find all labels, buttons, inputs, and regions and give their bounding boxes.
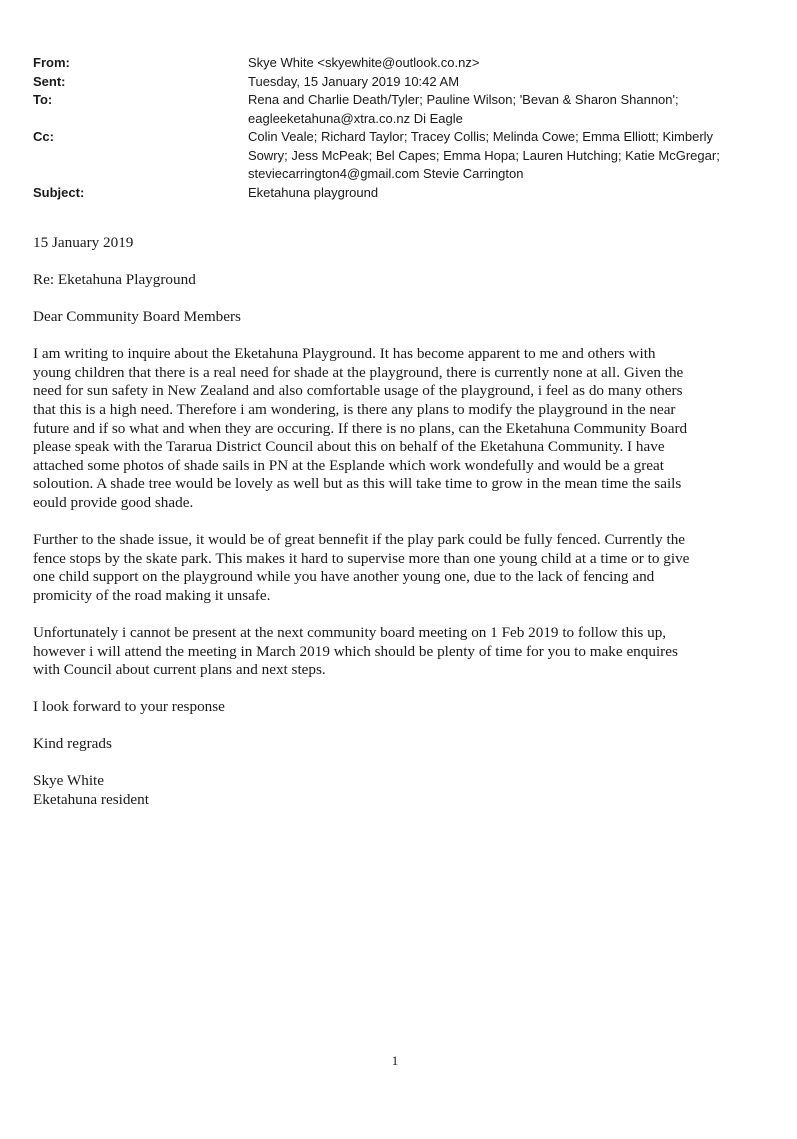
from-value: Skye White <skyewhite@outlook.co.nz> [248,55,480,70]
letter-salutation: Dear Community Board Members [33,308,241,326]
cc-recipients-line: steviecarrington4@gmail.com Stevie Carrington [248,166,524,181]
paragraph-shade-request [33,345,768,512]
paragraph-line: Unfortunately i cannot be present at the next community board meeting on 1 Feb 2019 to follow this up, [33,624,667,641]
paragraph-line: one child support on the playground while you have another young one, due to the lack of fencing and [33,568,655,586]
cc-row [33,128,773,184]
cc-label: Cc: [33,129,54,144]
subject-label: Subject: [33,184,85,200]
paragraph-fencing [33,531,768,605]
letter-date: 15 January 2019 [33,234,134,251]
cc-recipients-line: Colin Veale; Richard Taylor; Tracey Collis; Melinda Cowe; Emma Elliott; Kimberly [248,129,714,144]
paragraph-line: need for sun safety in New Zealand and also comfortable usage of the playground, i feel as do many others [33,382,683,400]
paragraph-line: fence stops by the skate park. This makes it hard to supervise more than one young child at a time or to give [33,549,690,567]
to-row [33,91,773,128]
from-row [33,54,773,73]
subject-row [33,184,773,203]
to-recipients-line: eagleeketahuna@xtra.co.nz Di Eagle [248,110,463,126]
signature-name: Skye White [33,772,105,790]
paragraph-line: with Council about current plans and next steps. [33,661,326,679]
from-label: From: [33,55,70,70]
paragraph-line: promicity of the road making it unsafe. [33,586,271,604]
paragraph-line: Further to the shade issue, it would be of great bennefit if the play park could be fully fenced. Currently the [33,531,686,549]
paragraph-line: future and if so what and when they are occuring. If there is no plans, can the Eketahuna Community Board [33,419,688,437]
subject-value: Eketahuna playground [248,184,379,200]
paragraph-line: young children that there is a real need for shade at the playground, there is currently none at all. Given the [33,363,684,381]
paragraph-line: attached some photos of shade sails in PN at the Esplande which work wondefully and would be a great [33,456,664,474]
paragraph-line: please speak with the Tararua District Council about this on behalf of the Eketahuna Community. I have [33,438,665,456]
signature-title: Eketahuna resident [33,791,149,809]
paragraph-line: I am writing to inquire about the Eketahuna Playground. It has become apparent to me and others with [33,345,656,363]
letter-reference: Re: Eketahuna Playground [33,271,196,289]
sent-value: Tuesday, 15 January 2019 10:42 AM [248,73,460,89]
to-label: To: [33,92,53,107]
sent-label: Sent: [33,73,66,89]
sent-row [33,73,773,92]
cc-recipients-line: Sowry; Jess McPeak; Bel Capes; Emma Hopa; Lauren Hutching; Katie McGregar; [248,147,720,163]
paragraph-line: eould provide good shade. [33,494,194,512]
paragraph-line: however i will attend the meeting in March 2019 which should be plenty of time for you to make enquires [33,642,678,660]
page-number: 1 [391,1053,399,1068]
email-header [33,54,773,202]
paragraph-line: soloution. A shade tree would be lovely as well but as this will take time to grow in the mean time the sails [33,475,682,493]
letter-body [33,234,768,810]
sign-off: Kind regrads [33,735,112,753]
paragraph-line: that this is a high need. Therefore i am wondering, is there any plans to modify the playground in the near [33,401,676,419]
letter-signoff [33,698,768,809]
paragraph-meeting [33,624,768,680]
closing-line: I look forward to your response [33,698,225,716]
to-recipients-line: Rena and Charlie Death/Tyler; Pauline Wilson; 'Bevan & Sharon Shannon'; [248,92,679,107]
